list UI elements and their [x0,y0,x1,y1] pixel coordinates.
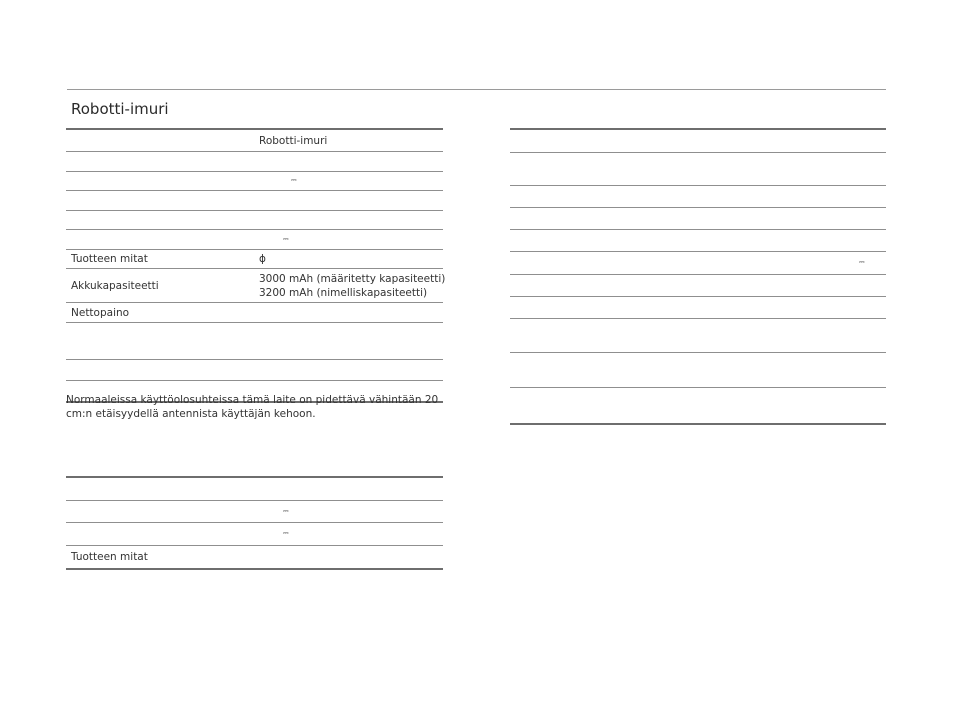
table-row [66,501,443,523]
table-row [66,323,443,360]
table-row [66,269,446,303]
table-row [510,319,886,353]
table-row [66,230,443,250]
table-row [66,476,443,501]
dock-dimensions-label: Tuotteen mitat [71,551,148,563]
table-row [66,191,443,211]
diameter-symbol: ϕ [259,253,266,265]
net-weight-label: Nettopaino [71,306,130,319]
product-name-value: Robotti-imuri [259,134,328,147]
table-row [510,353,886,388]
table-row [510,275,886,297]
table-row [66,152,443,172]
table-row [66,546,443,570]
rf-exposure-note: Normaaleissa käyttöolosuhteissa tämä laite on pidettävä vähintään 20 cm:n etäisyydellä antennista käyttäjän kehoon. [66,394,439,420]
robot-spec-table [66,128,446,403]
battery-rated-capacity: 3000 mAh (määritetty kapasiteetti) [259,272,446,285]
dimensions-label: Tuotteen mitat [71,253,148,265]
battery-value [259,272,445,300]
table-row [510,230,886,252]
table-row [66,172,443,191]
table-row [66,250,443,269]
table-row [66,303,443,323]
table-row [510,297,886,319]
battery-label: Akkukapasiteetti [71,279,159,292]
dc-symbol-icon: ⎓ [291,176,297,185]
top-divider [67,89,886,90]
right-spec-table [510,128,886,425]
section-title: Robotti-imuri [71,100,169,118]
table-row [66,360,443,381]
dock-spec-table [66,476,443,570]
table-row [510,252,886,275]
table-row [510,153,886,186]
dc-symbol-icon: ⎓ [283,507,289,515]
table-row [510,186,886,208]
table-row [66,211,443,230]
table-row [66,128,443,152]
table-row [510,388,886,425]
dc-symbol-icon: ⎓ [283,235,289,243]
table-row [510,208,886,230]
dc-symbol-icon: ⎓ [283,529,289,538]
table-row [510,128,886,153]
table-row [66,523,443,546]
dc-symbol-icon: ⎓ [859,258,865,267]
battery-nominal-capacity: 3200 mAh (nimelliskapasiteetti) [259,286,428,299]
